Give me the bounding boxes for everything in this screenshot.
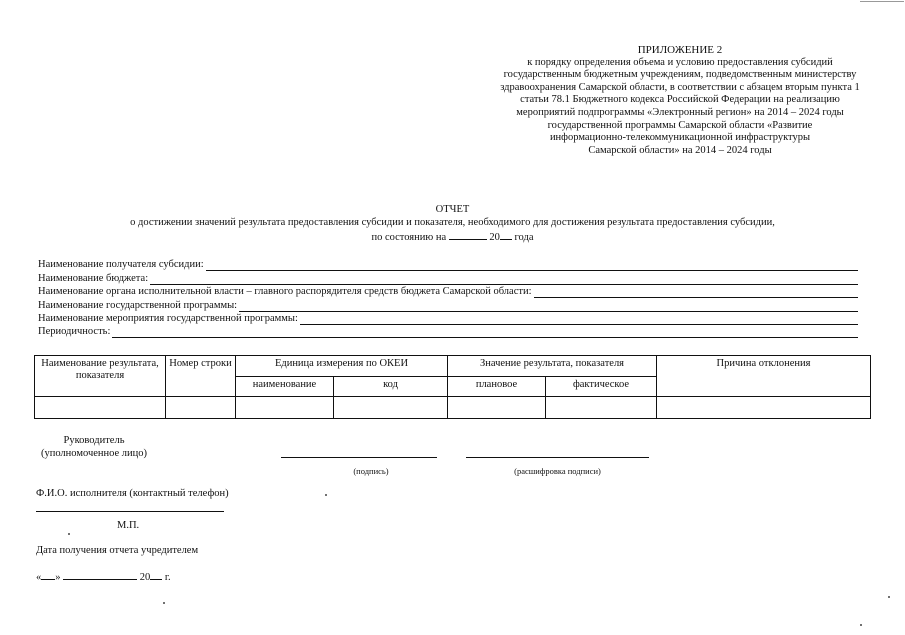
signature-decode-caption: (расшифровка подписи) [514,466,601,476]
date-year-prefix: 20 [139,572,151,583]
head-label-line1: Руководитель [63,435,125,446]
appendix-line: к порядку определения объема и условию предоставления субсидий [527,56,833,68]
scan-speck [68,533,70,535]
field-label: Наименование мероприятия государственной программы: [38,312,298,324]
executor-line[interactable] [36,511,224,512]
report-date-suffix: года [514,232,534,243]
date-year-suffix: г. [164,572,171,583]
header-value: Значение результата, показателя [448,356,657,377]
appendix-line: Самарской области» на 2014 – 2024 годы [588,144,772,156]
appendix-line: государственным бюджетным учреждениям, подведомственным министерству [503,69,857,81]
table-cell[interactable] [657,397,871,419]
field-fill-line[interactable] [150,274,858,285]
signature-caption: (подпись) [353,466,389,476]
header-reason: Причина отклонения [657,356,871,397]
table-cell[interactable] [35,397,166,419]
table-cell[interactable] [334,397,448,419]
field-activity [38,312,858,325]
receipt-date-label: Дата получения отчета учредителем [36,545,199,556]
table-cell[interactable] [448,397,546,419]
header-unit-code: код [334,376,448,397]
receipt-date-line [36,569,171,583]
report-title: ОТЧЕТ [435,204,470,215]
table-header-row [35,356,871,377]
appendix-line: информационно-телекоммуникационной инфраструктуры [549,132,811,144]
field-fill-line[interactable] [206,260,858,271]
scan-speck [325,494,327,496]
appendix-block [470,44,890,157]
header-number: Номер строки [166,356,236,397]
appendix-line: статьи 78.1 Бюджетного кодекса Российской Федерации на реализацию [520,94,840,106]
header-value-actual: фактическое [546,376,657,397]
head-label-line2: (уполномоченное лицо) [40,448,148,459]
header-result: Наименование результата, показателя [35,356,166,397]
scan-speck [163,602,165,604]
table-row [35,397,871,419]
field-authority [38,285,858,298]
field-fill-line[interactable] [534,287,859,298]
signature-line[interactable] [281,457,437,458]
date-close-quote: » [55,572,61,583]
appendix-line: мероприятий подпрограммы «Электронный регион» на 2014 – 2024 годы [516,106,844,118]
date-day-blank[interactable] [41,569,55,580]
scan-mark [860,1,904,2]
report-date-prefix: по состоянию на [371,232,447,243]
field-recipient [38,258,858,271]
date-month-blank[interactable] [63,569,137,580]
header-value-planned: плановое [448,376,546,397]
field-budget [38,271,858,284]
table-cell[interactable] [166,397,236,419]
report-date-blank[interactable] [449,229,487,240]
report-year-blank[interactable] [500,229,512,240]
report-date-year: 20 [489,232,500,243]
field-program [38,298,858,311]
table-cell[interactable] [546,397,657,419]
header-unit: Единица измерения по ОКЕИ [236,356,448,377]
field-periodicity [38,325,858,338]
date-open-quote: « [36,572,42,583]
report-date-line [100,229,805,244]
fields-block [38,258,858,338]
field-label: Периодичность: [38,326,111,338]
report-table [34,355,871,419]
header-unit-name: наименование [236,376,334,397]
field-fill-line[interactable] [300,314,858,325]
report-subtitle: о достижении значений результата предоставления субсидии и показателя, необходимого для достижения результата предоставления субсидии, [130,217,775,228]
field-fill-line[interactable] [112,327,858,338]
report-heading [100,203,805,244]
appendix-line: государственной программы Самарской области «Развитие [547,119,813,131]
field-label: Наименование органа исполнительной власти – главного распорядителя средств бюджета Самарской области: [38,286,532,298]
field-label: Наименование получателя субсидии: [38,259,204,271]
stamp-label: М.П. [117,520,140,531]
signature-decode-line[interactable] [466,457,649,458]
head-signature-label [38,434,150,460]
field-label: Наименование государственной программы: [38,299,238,311]
scan-speck [888,596,890,598]
executor-label: Ф.И.О. исполнителя (контактный телефон) [36,488,229,499]
appendix-title: ПРИЛОЖЕНИЕ 2 [637,44,723,56]
date-year-blank[interactable] [150,569,162,580]
scan-speck [860,624,862,626]
appendix-line: здравоохранения Самарской области, в соответствии с абзацем вторым пункта 1 [500,81,860,93]
table-cell[interactable] [236,397,334,419]
field-fill-line[interactable] [239,301,858,312]
field-label: Наименование бюджета: [38,272,149,284]
